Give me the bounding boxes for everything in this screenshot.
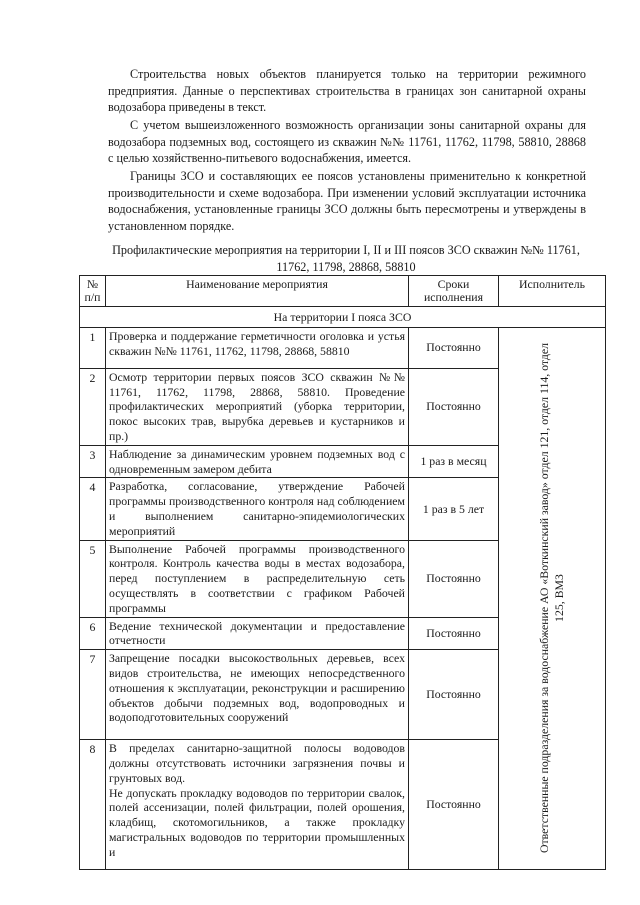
row-name-part-1: В пределах санитарно-защитной полосы водоводов должны отсутствовать источники загрязнения почвы и грунтовых вод. xyxy=(109,741,405,785)
table-title xyxy=(86,242,606,275)
row-term: 1 раз в месяц xyxy=(409,445,499,478)
row-term: Постоянно xyxy=(409,327,499,368)
row-num: 7 xyxy=(80,650,106,740)
header-term: Сроки исполнения xyxy=(409,276,499,307)
row-name: Проверка и поддержание герметичности оголовка и устья скважин №№ 11761, 11762, 11798, 28868, 58810 xyxy=(106,327,409,368)
intro-paragraph-1: Строительства новых объектов планируется только на территории режимного предприятия. Данные о перспективах строительства в границах зон санитарной охраны водозабора приведены в текст. xyxy=(108,67,586,115)
row-num: 2 xyxy=(80,368,106,445)
row-name: Наблюдение за динамическим уровнем подземных вод с одновременным замером дебита xyxy=(106,445,409,478)
executor-cell xyxy=(499,327,606,869)
intro-paragraph-2: С учетом вышеизложенного возможность организации зоны санитарной охраны для водозабора подземных вод, состоящего из скважин №№ 11761, 11762, 11798, 58810, 28868 с целью хозяйственно-питьевого водоснабжения, имеется. xyxy=(108,118,586,166)
row-num: 5 xyxy=(80,540,106,617)
header-executor: Исполнитель xyxy=(499,276,606,307)
measures-table xyxy=(79,275,606,870)
section-title: На территории I пояса ЗСО xyxy=(80,307,606,328)
row-num: 8 xyxy=(80,740,106,870)
table-title-line-1: Профилактические мероприятия на территории I, II и III поясов ЗСО скважин №№ 11761, xyxy=(112,243,580,257)
row-term: Постоянно xyxy=(409,740,499,870)
row-term: Постоянно xyxy=(409,617,499,650)
table-title-line-2: 11762, 11798, 28868, 58810 xyxy=(276,259,416,274)
header-name: Наименование мероприятия xyxy=(106,276,409,307)
intro-paragraph-3: Границы ЗСО и составляющих ее поясов установлены применительно к конкретной производительности и схеме водозабора. При изменении условий эксплуатации источника водоснабжения, установленные границы ЗСО должны быть пересмотрены и утверждены в установленном порядке. xyxy=(108,169,586,233)
row-name: Выполнение Рабочей программы производственного контроля. Контроль качества воды в местах водозабора, перед поступлением в распределительную сеть осуществлять в соответствии с графиком Рабочей программы xyxy=(106,540,409,617)
row-num: 3 xyxy=(80,445,106,478)
row-name-part-2: Не допускать прокладку водоводов по территории свалок, полей ассенизации, полей фильтрации, полей орошения, кладбищ, скотомогильников, а также прокладку магистральных водоводов по территории промышленных и xyxy=(109,785,405,859)
row-num: 4 xyxy=(80,478,106,540)
row-term: Постоянно xyxy=(409,368,499,445)
row-term: Постоянно xyxy=(409,540,499,617)
row-name: Ведение технической документации и предоставление отчетности xyxy=(106,617,409,650)
row-term: 1 раз в 5 лет xyxy=(409,478,499,540)
header-num: № п/п xyxy=(80,276,106,307)
executor-text: Ответственные подразделения за водоснабжение АО «Воткинский завод» отдел 121, отдел 114, отдел 125, ВМЗ xyxy=(537,343,566,854)
section-row xyxy=(80,307,606,328)
row-num: 6 xyxy=(80,617,106,650)
table-row xyxy=(80,327,606,368)
row-name: Запрещение посадки высокоствольных деревьев, всех видов строительства, не имеющих непосредственного отношения к эксплуатации, реконструкции и расширению объектов добычи подземных вод, водопроводных и водоподготовительных сооружений xyxy=(106,650,409,740)
row-name: Разработка, согласование, утверждение Рабочей программы производственного контроля над соблюдением и выполнением санитарно-эпидемиологических мероприятий xyxy=(106,478,409,540)
row-term: Постоянно xyxy=(409,650,499,740)
row-name: Осмотр территории первых поясов ЗСО скважин №№ 11761, 11762, 11798, 28868, 58810. Проведение профилактических мероприятий (уборка территории, покос высоких трав, вырубка деревьев и кустарников и пр.) xyxy=(106,368,409,445)
row-name xyxy=(106,740,409,870)
table-header-row xyxy=(80,276,606,307)
row-num: 1 xyxy=(80,327,106,368)
